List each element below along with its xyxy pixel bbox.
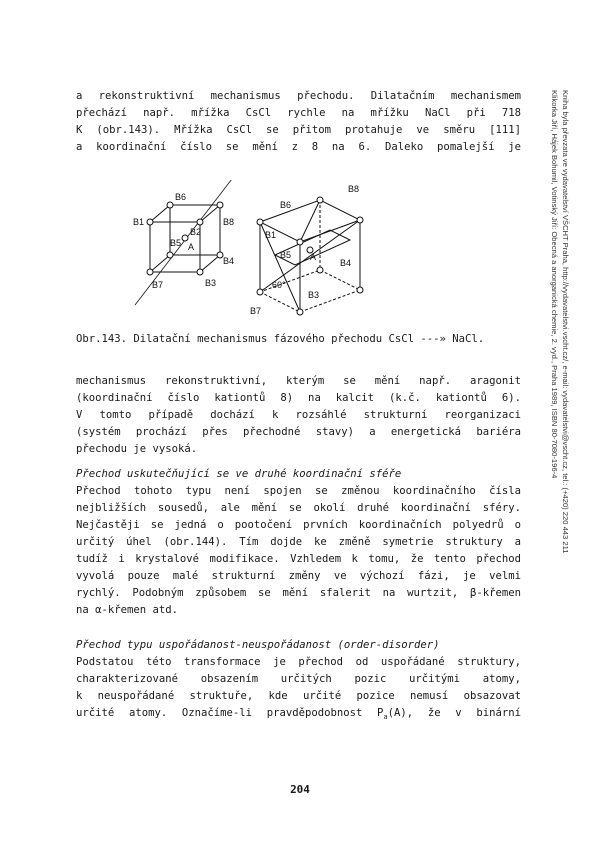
text-line: mechanismus rekonstruktivní, kterým se mění např. aragonit xyxy=(76,375,521,387)
sidebar-line-2: Kniha byla převzata ve vydavatelství VŠCHT Praha, http://vydavatelstvi.vscht.cz/, e-mail: vydavatelstvi@vscht.cz, tel.: (+420) 220 443 211 xyxy=(561,90,570,554)
figure-label: B8 xyxy=(223,217,235,227)
figure-label: B7 xyxy=(152,280,164,290)
text-line: a koordinační číslo se mění z 8 na 6. Daleko pomalejší je xyxy=(76,141,521,153)
figure-label: B1 xyxy=(133,217,145,227)
paragraph-2 xyxy=(76,373,521,458)
figure-label: B5 xyxy=(170,238,182,248)
text-line: přechází např. mřížka CsCl rychle na mřížku NaCl při 718 xyxy=(76,107,521,119)
text-line: V tomto případě dochází k rozsáhlé strukturní reorganizaci xyxy=(76,409,521,421)
cscl-nacl-diagram xyxy=(130,180,390,320)
figure-label: B8 xyxy=(348,184,360,194)
publisher-sidebar xyxy=(548,90,590,610)
paragraph-1 xyxy=(76,88,521,156)
figure-143 xyxy=(130,180,390,320)
text-line: vyvolá pouze malé strukturní změny ve výchozí fázi, je velmi xyxy=(76,570,521,582)
figure-label: B3 xyxy=(308,290,320,300)
text-line: Podstatou této transformace je přechod od uspořádané struktury, xyxy=(76,656,521,668)
text-line: (koordinační číslo kationtů 8) na kalcit (k.č. kationtů 6). xyxy=(76,392,521,404)
text-line: tudíž i krystalové modifikace. Vzhledem k tomu, že tento přechod xyxy=(76,553,521,565)
figure-label: A xyxy=(188,242,195,252)
figure-label: B7 xyxy=(250,306,262,316)
figure-label: B4 xyxy=(223,256,235,266)
text-line: K (obr.143). Mřížka CsCl se přitom protahuje ve směru [111] xyxy=(76,124,521,136)
figure-label: B6 xyxy=(175,192,187,202)
section-heading-order-disorder: Přechod typu uspořádanost-neuspořádanost (order-disorder) xyxy=(76,639,440,651)
text-line: Nejčastěji se jedná o pootočení prvních koordinačních polyedrů o xyxy=(76,519,521,531)
figure-label: B1 xyxy=(265,230,277,240)
text-line: nejbližších sousedů, ale mění se okolí druhé koordinační sféry. xyxy=(76,502,521,514)
text-fragment: (A), že v binární xyxy=(387,707,521,719)
figure-caption: Obr.143. Dilatační mechanismus fázového přechodu CsCl ---» NaCl. xyxy=(76,333,485,345)
text-line: rychlý. Podobným způsobem se mění sfalerit na wurtzit, β-křemen xyxy=(76,587,521,599)
text-line: Přechod tohoto typu není spojen se změnou koordinačního čísla xyxy=(76,485,521,497)
paragraph-4 xyxy=(76,654,521,726)
text-line: k neuspořádané struktuře, kde určité pozice nemusí obsazovat xyxy=(76,690,521,702)
figure-label: B5 xyxy=(280,250,292,260)
page-number: 204 xyxy=(290,783,310,796)
text-line: na α-křemen atd. xyxy=(76,604,179,616)
figure-label: B2 xyxy=(190,227,202,237)
text-fragment: určité atomy. Označíme-li pravděpodobnost P xyxy=(76,707,384,719)
section-heading-second-sphere: Přechod uskutečňující se ve druhé koordinační sféře xyxy=(76,468,402,480)
text-line xyxy=(76,705,521,726)
text-line: (systém prochází přes přechodné stavy) a energetická bariéra xyxy=(76,426,521,438)
text-line: charakterizované obsazením určitých pozic určitými atomy, xyxy=(76,673,521,685)
figure-label: B3 xyxy=(205,278,217,288)
sidebar-line-1: Klikorka Jiří, Hájek Bohumil, Votinský Jiří: Obecná a anorganická chemie, 2. vyd., Praha 1989, ISBN 80-7080-196-4 xyxy=(550,90,559,479)
text-line: určitý úhel (obr.144). Tím dojde ke změně symetrie struktury a xyxy=(76,536,521,548)
text-line: a rekonstruktivní mechanismus přechodu. Dilatačním mechanismem xyxy=(76,90,521,102)
figure-label: 60° xyxy=(272,280,286,290)
subscript: a xyxy=(383,713,388,722)
figure-label: B6 xyxy=(280,200,292,210)
figure-label: A xyxy=(310,252,317,262)
text-line: přechodu je vysoká. xyxy=(76,443,198,455)
paragraph-3 xyxy=(76,483,521,619)
figure-label: B4 xyxy=(340,258,352,268)
